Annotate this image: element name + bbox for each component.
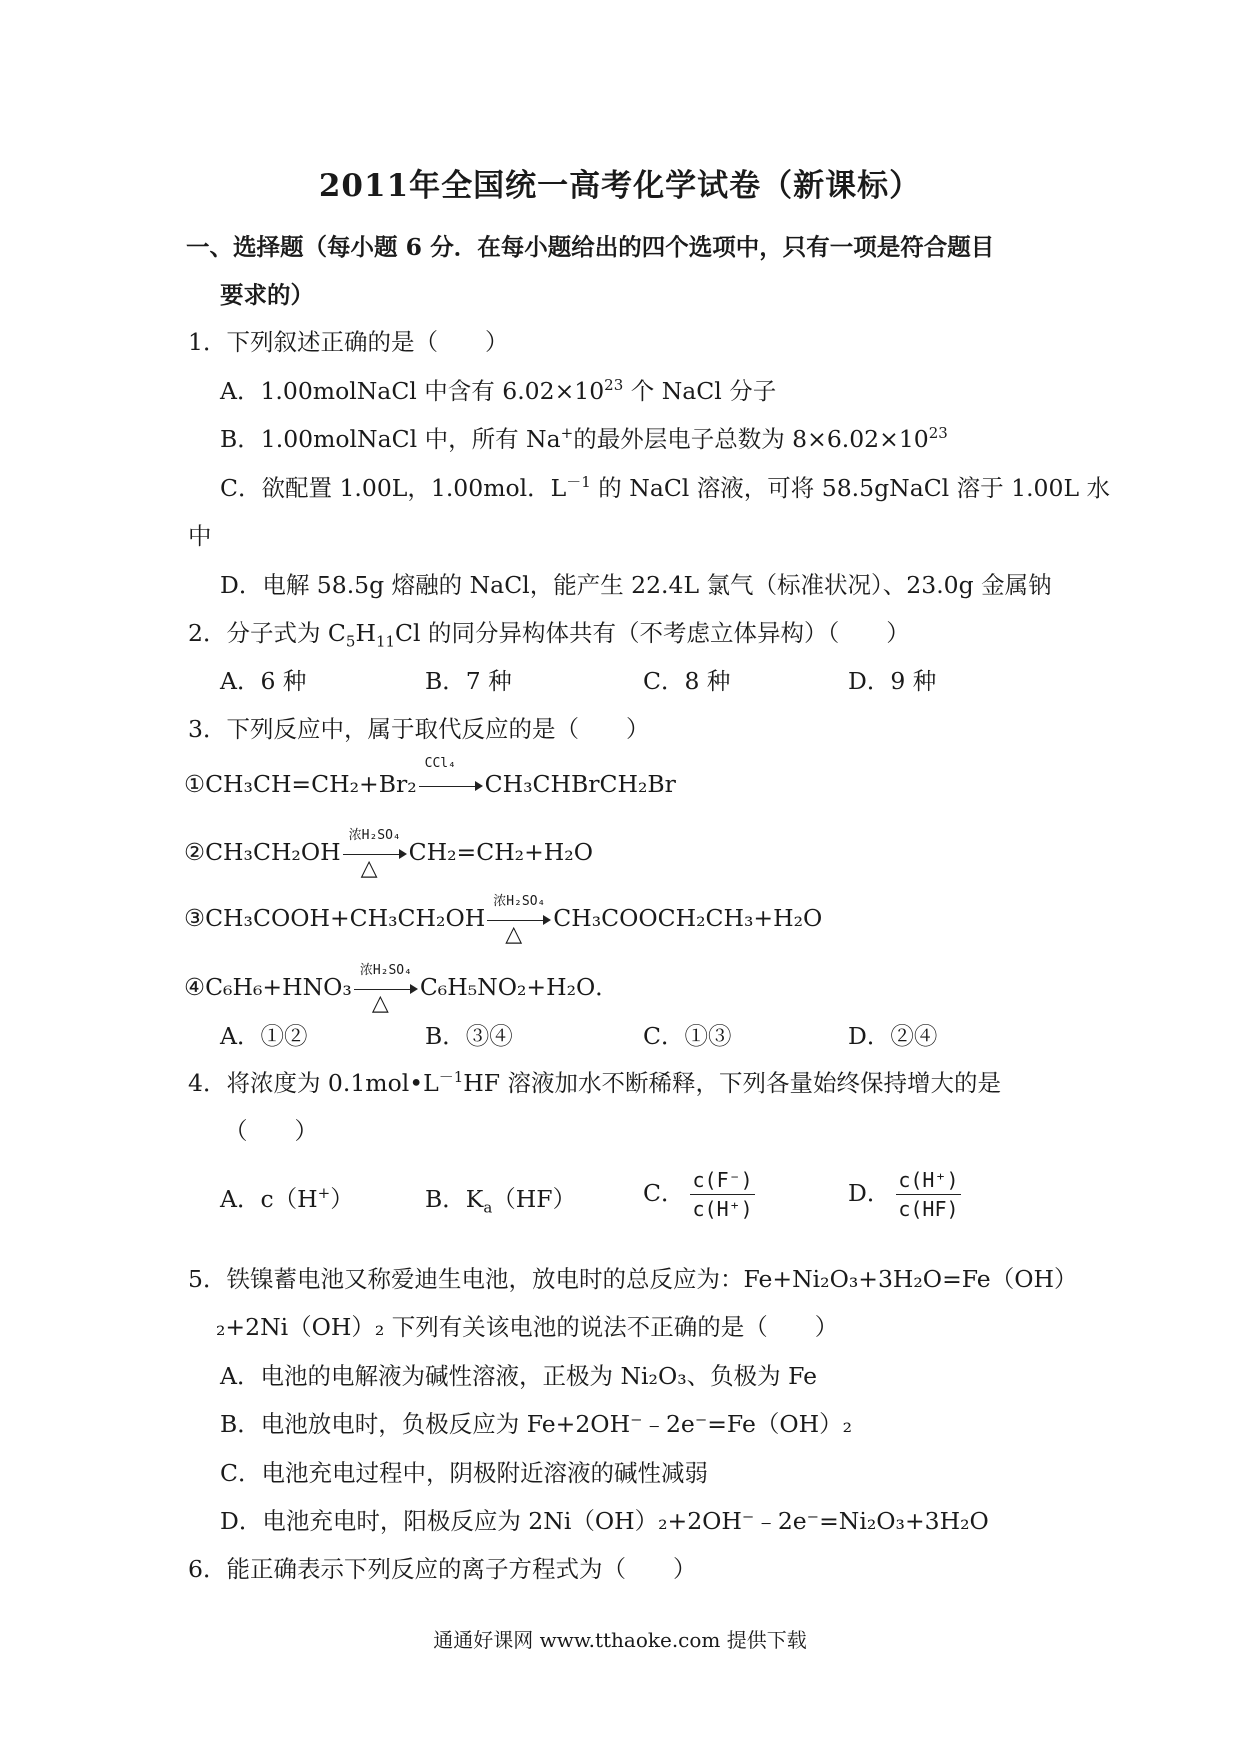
q1-option-c: C．欲配置 1.00L，1.00mol．$L^{-1}$ 的 NaCl 溶液，可将 58.5gNaCl 溶于 1.00L 水 (220, 473, 1111, 502)
section-heading-line1: 一、选择题（每小题 6 分．在每小题给出的四个选项中，只有一项是符合题目 (186, 233, 995, 261)
exam-title: 2011年全国统一高考化学试卷（新课标） (318, 168, 922, 204)
q4-option-c: C． $\frac{c(F^-)}{c(H^+)}$ (643, 1168, 753, 1221)
q1-option-c-cont: 中 (188, 522, 212, 550)
reaction-arrow: 浓H₂SO₄ △ (343, 846, 407, 862)
q2-option-a: A．6 种 (220, 667, 307, 695)
q1-option-b: B．1.00molNaCl 中，所有 Na+的最外层电子总数为 $8\times 6.02\times 10^{23}$ (220, 424, 948, 453)
q2-stem: 2．分子式为 $C_5H_{11}Cl$ 的同分异构体共有（不考虑立体异构）（ ） (188, 619, 910, 651)
q3-stem: 3．下列反应中，属于取代反应的是（ ） (188, 715, 650, 743)
fraction: $\frac{c(H^+)}{c(HF)}$ (898, 1168, 959, 1221)
reaction-arrow: CCl₄ (419, 778, 483, 794)
q3-reaction-3: ③CH₃COOH+CH₃CH₂OH 浓H₂SO₄ △ CH₃COOCH₂CH₃+H₂O (184, 893, 823, 947)
q3-reaction-2: ②CH₃CH₂OH 浓H₂SO₄ △ CH₂=CH₂+H₂O (184, 827, 593, 881)
q4-stem: 4．将浓度为 $0.1mol•L^{-1}HF$ 溶液加水不断稀释，下列各量始终保持增大的是 (188, 1068, 1002, 1097)
q5-option-a: A．电池的电解液为碱性溶液，正极为 Ni₂O₃、负极为 Fe (220, 1362, 818, 1390)
q1-stem: 1．下列叙述正确的是（ ） (188, 328, 509, 356)
q4-option-d: D． $\frac{c(H^+)}{c(HF)}$ (848, 1168, 959, 1221)
q5-stem-cont: ₂+2Ni（OH）₂ 下列有关该电池的说法不正确的是（ ） (216, 1313, 839, 1341)
q3-reaction-1: ①CH₃CH=CH₂+Br₂ CCl₄ CH₃CHBrCH₂Br (184, 755, 676, 798)
q3-option-c: C．①③ (643, 1022, 732, 1050)
q3-option-d: D．②④ (848, 1022, 938, 1050)
fraction: $\frac{c(F^-)}{c(H^+)}$ (692, 1168, 753, 1221)
q2-option-b: B．7 种 (425, 667, 512, 695)
q5-option-b: B．电池放电时，负极反应为 Fe+2OH⁻﹣2e⁻=Fe（OH）₂ (220, 1410, 853, 1438)
q2-option-c: C．8 种 (643, 667, 731, 695)
q3-reaction-4: ④C₆H₆+HNO₃ 浓H₂SO₄ △ C₆H₅NO₂+H₂O． (184, 962, 619, 1016)
q3-option-b: B．③④ (425, 1022, 513, 1050)
section-heading-line2: 要求的） (220, 281, 314, 309)
q4-option-a: A．c（H+） (220, 1184, 354, 1213)
q2-option-d: D．9 种 (848, 667, 937, 695)
q1-option-a: A．1.00molNaCl 中含有 $6.02\times 10^{23}$ 个 NaCl 分子 (220, 376, 777, 405)
q5-stem: 5．铁镍蓄电池又称爱迪生电池，放电时的总反应为：Fe+Ni₂O₃+3H₂O=Fe（OH） (188, 1265, 1078, 1293)
q6-stem: 6．能正确表示下列反应的离子方程式为（ ） (188, 1555, 697, 1583)
q5-option-d: D．电池充电时，阳极反应为 2Ni（OH）₂+2OH⁻﹣2e⁻=Ni₂O₃+3H₂O (220, 1507, 989, 1535)
q5-option-c: C．电池充电过程中，阴极附近溶液的碱性减弱 (220, 1459, 708, 1487)
reaction-arrow: 浓H₂SO₄ △ (354, 981, 418, 997)
q4-option-b: B．$K_a(HF)$ (425, 1185, 577, 1217)
q3-option-a: A．①② (220, 1022, 308, 1050)
reaction-arrow: 浓H₂SO₄ △ (487, 912, 551, 928)
q4-stem-cont: （ ） (224, 1117, 318, 1145)
page-footer: 通通好课网 www.tthaoke.com 提供下载 (433, 1628, 807, 1652)
q1-option-d: D．电解 58.5g 熔融的 NaCl，能产生 22.4L 氯气（标准状况）、23.0g 金属钠 (220, 571, 1052, 599)
